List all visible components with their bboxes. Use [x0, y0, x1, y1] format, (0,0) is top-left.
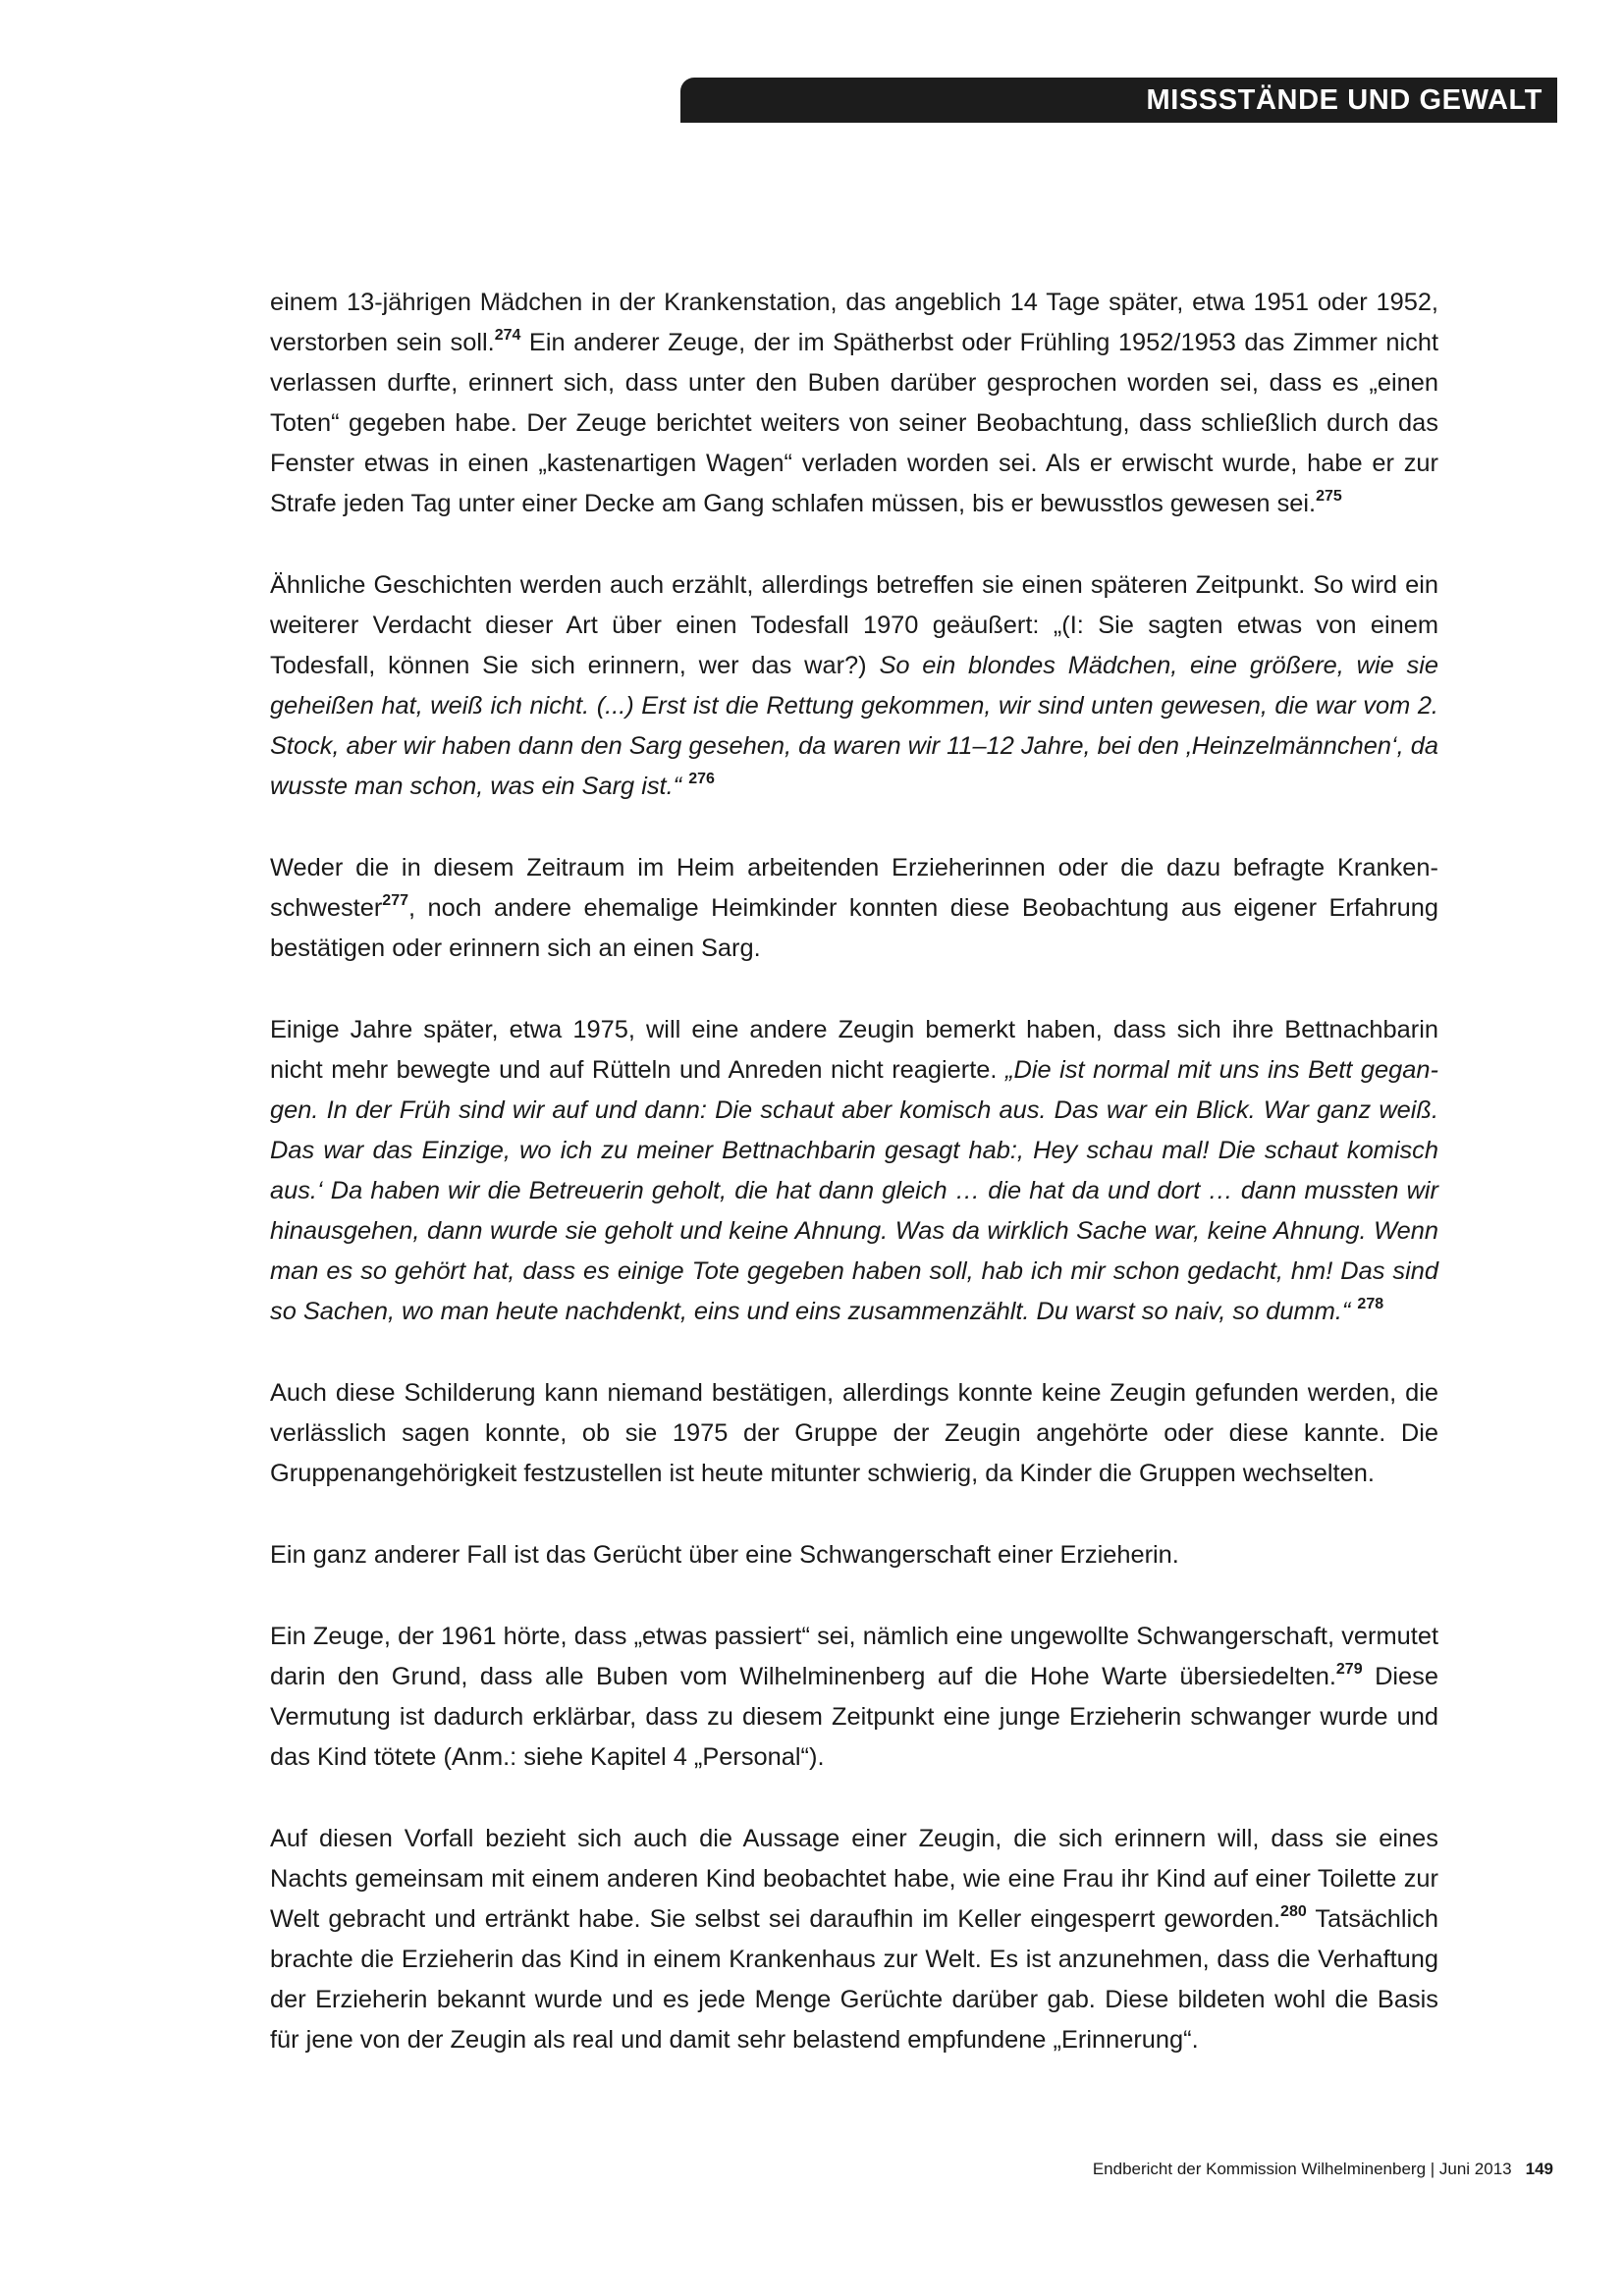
quote-text: So ein blondes Mädchen, eine größere, wie sie geheißen hat, weiß ich nicht. (...) Erst ist die Rettung gekommen, wir sind unten gewesen, die war vom 2. Stock, aber wir haben dann den Sarg gesehen, da waren wir 11–12 Jahre, bei den ‚Heinzelmännchen‘, da wusste man schon, was ein Sarg ist.“ — [270, 652, 1438, 800]
paragraph — [270, 1535, 1438, 1575]
text-run: Tatsächlich brachte die Erzieherin das Kind in einem Krankenhaus zur Welt. Es ist anzunehmen, dass die Verhaftung der Erzieherin bekannt wurde und es jede Menge Gerüchte darüber gab. Diese bildeten wohl die Basis für jene von der Zeugin als real und damit sehr belastend empfundene „Erinnerung“. — [270, 1905, 1438, 2054]
text-run: Ein Zeuge, der 1961 hörte, dass „etwas passiert“ sei, nämlich eine ungewollte Schwangerschaft, vermutet darin den Grund, dass alle Buben vom Wilhelminenberg auf die Hohe Warte übersiedelten. — [270, 1623, 1438, 1690]
footnote-ref: 277 — [382, 891, 408, 909]
paragraph — [270, 1819, 1438, 2060]
quote-text: „Die ist normal mit uns ins Bett gegangen. In der Früh sind wir auf und dann: Die schaut aber komisch aus. Das war ein Blick. War ganz weiß. Das war das Einzige, wo ich zu meiner Bettnachbarin gesagt hab:, Hey schau mal! Die schaut komisch aus.‘ Da haben wir die Betreuerin geholt, die hat dann gleich … die hat da und dort … dann mussten wir hinausgehen, dann wurde sie geholt und keine Ahnung. Was da wirklich Sache war, keine Ahnung. Wenn man es so gehört hat, dass es einige Tote gegeben haben soll, hab ich mir schon gedacht, hm! Das sind so Sachen, wo man heute nachdenkt, eins und eins zusammenzählt. Du warst so naiv, so dumm.“ — [270, 1056, 1438, 1325]
paragraph — [270, 1010, 1438, 1332]
paragraph — [270, 1617, 1438, 1778]
paragraph — [270, 1373, 1438, 1494]
footnote-ref: 280 — [1280, 1902, 1307, 1920]
text-run: Auch diese Schilderung kann niemand bestätigen, allerdings konnte keine Zeugin gefunden werden, die verlässlich sagen konnte, ob sie 1975 der Gruppe der Zeugin angehörte oder diese kannte. Die Gruppenangehörigkeit festzustellen ist heute mitunter schwierig, da Kinder die Gruppen wechselten. — [270, 1379, 1438, 1487]
text-run: Ähnliche Geschichten werden auch erzählt, allerdings betreffen sie einen späteren Zeitpunkt. So wird ein weiterer Verdacht dieser Art über einen Todesfall 1970 geäußert: „(I: Sie sagten etwas von einem Todesfall, können Sie sich erinnern, wer das war?) — [270, 571, 1438, 679]
text-run: , noch andere ehemalige Heimkinder konnten diese Beobachtung aus eigener Erfahrung bestätigen oder erinnern sich an einen Sarg. — [270, 894, 1438, 962]
text-run: Einige Jahre später, etwa 1975, will eine andere Zeugin bemerkt haben, dass sich ihre Bettnachbarin nicht mehr bewegte und auf Rütteln und Anreden nicht reagierte. — [270, 1016, 1438, 1084]
page-footer — [1093, 2160, 1553, 2179]
body-text — [270, 283, 1438, 2060]
text-run: Weder die in diesem Zeitraum im Heim arbeitenden Erzieherinnen oder die dazu befragte Krankenschwester — [270, 854, 1438, 922]
footnote-ref: 279 — [1335, 1660, 1363, 1678]
footnote-ref: 276 — [688, 770, 715, 787]
report-label: Endbericht der Kommission Wilhelminenberg | Juni 2013 — [1092, 2160, 1512, 2178]
paragraph — [270, 848, 1438, 969]
text-run: einem 13-jährigen Mädchen in der Krankenstation, das angeblich 14 Tage später, etwa 1951 oder 1952, verstorben sein soll. — [270, 289, 1438, 356]
text-run: Auf diesen Vorfall bezieht sich auch die Aussage einer Zeugin, die sich erinnern will, dass sie eines Nachts gemeinsam mit einem anderen Kind beobachtet habe, wie eine Frau ihr Kind auf einer Toilette zur Welt gebracht und ertränkt habe. Sie selbst sei daraufhin im Keller eingesperrt geworden. — [270, 1825, 1438, 1933]
footnote-ref: 278 — [1357, 1295, 1384, 1312]
section-header-bar — [680, 78, 1557, 123]
paragraph — [270, 283, 1438, 524]
text-run: Diese Vermutung ist dadurch erklärbar, dass zu diesem Zeitpunkt eine junge Erzieherin schwanger wurde und das Kind tötete (Anm.: siehe Kapitel 4 „Personal“). — [270, 1663, 1438, 1771]
paragraph — [270, 565, 1438, 807]
text-run: Ein anderer Zeuge, der im Spätherbst oder Frühling 1952/1953 das Zimmer nicht verlassen durfte, erinnert sich, dass unter den Buben darüber gesprochen worden sei, dass es „einen Toten“ gegeben habe. Der Zeuge berichtet weiters von seiner Beobachtung, dass schließlich durch das Fenster etwas in einen „kastenartigen Wagen“ verladen worden sei. Als er erwischt wurde, habe er zur Strafe jeden Tag unter einer Decke am Gang schlafen müssen, bis er bewusstlos gewesen sei. — [270, 329, 1439, 517]
page-number: 149 — [1525, 2160, 1553, 2178]
footnote-ref: 275 — [1316, 487, 1342, 505]
text-run: Ein ganz anderer Fall ist das Gerücht über eine Schwangerschaft einer Erzieherin. — [270, 1541, 1179, 1569]
section-title: MISSSTÄNDE UND GEWALT — [1146, 83, 1543, 116]
footnote-ref: 274 — [494, 326, 521, 344]
